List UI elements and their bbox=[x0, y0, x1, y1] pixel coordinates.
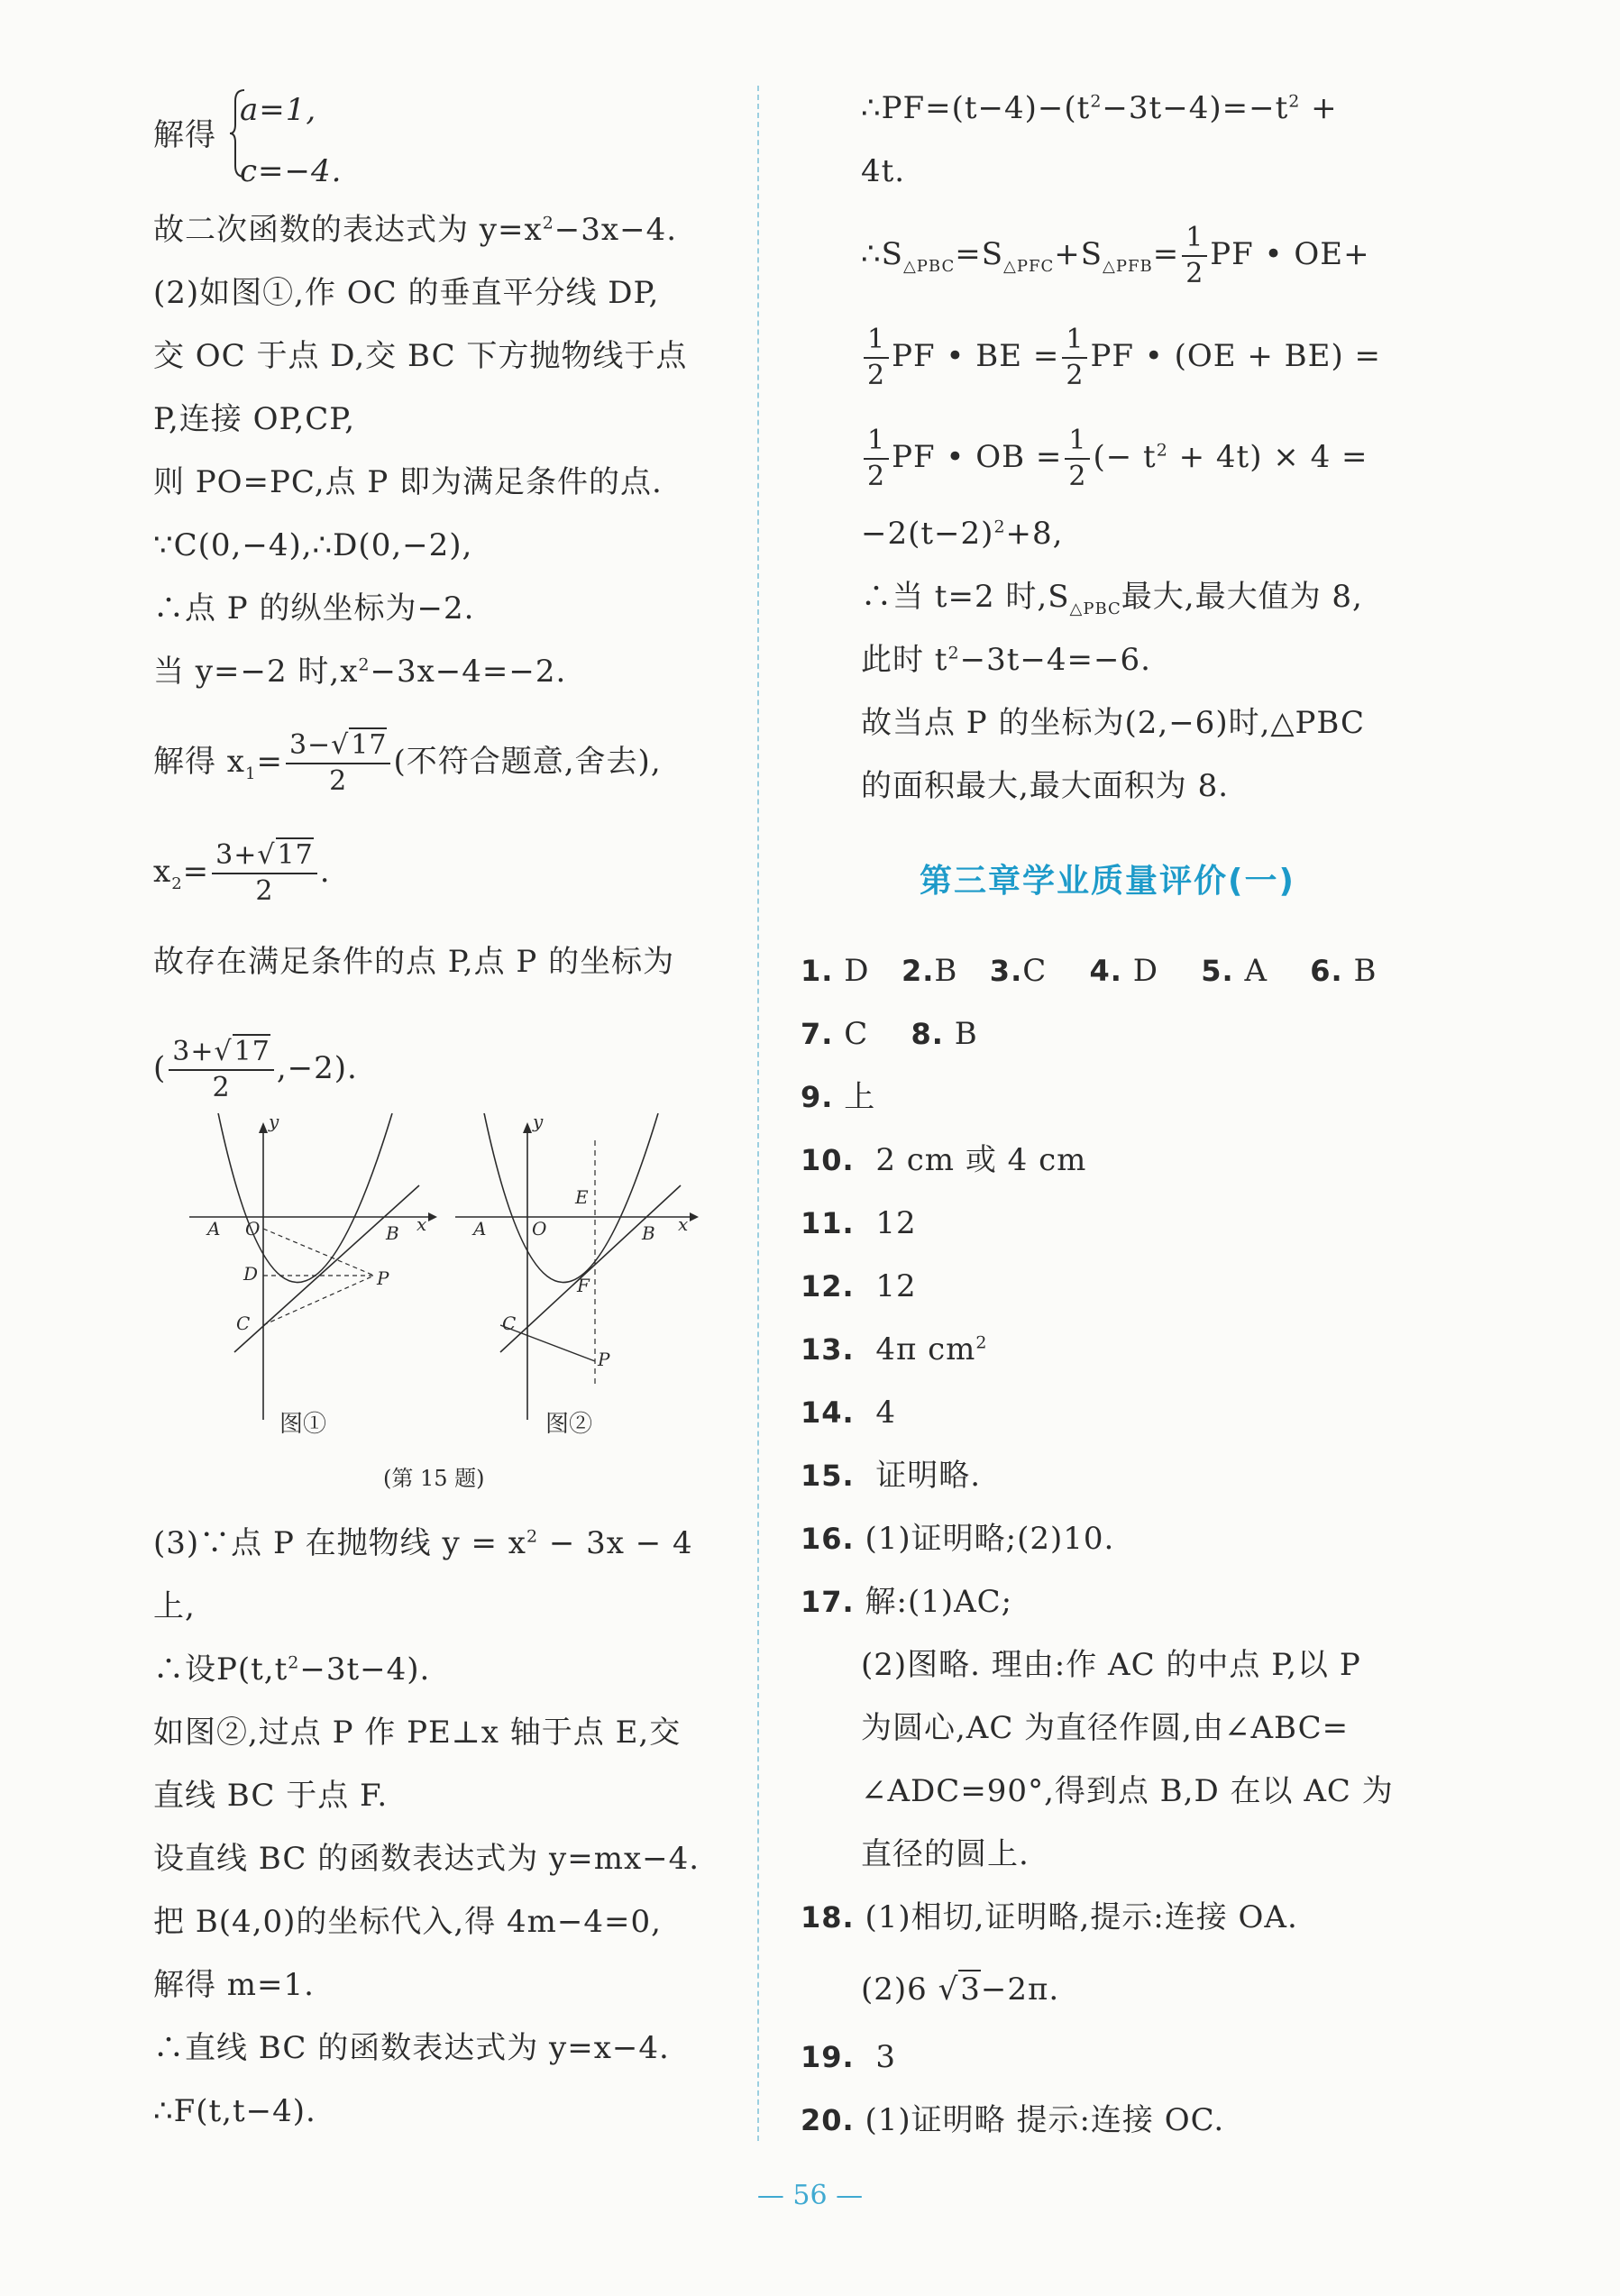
r-line-3: $\therefore S_{\triangle PBC}=S_{\triangle PFC}+S_{\triangle PFB}=$ $\frac{1}{2}$ PF • OE+ bbox=[861, 222, 1370, 289]
fig1-caption: 图① bbox=[279, 1411, 327, 1438]
fig2-P: P bbox=[598, 1349, 610, 1370]
fig2-A: A bbox=[473, 1218, 487, 1239]
line-12: ( $\frac{3+√17}{2}$ ,−2). bbox=[153, 1036, 358, 1103]
column-divider bbox=[757, 86, 759, 2141]
line-17: 直线 BC 于点 F. bbox=[153, 1778, 389, 1814]
answer-17-d: ∠ADC=90°,得到点 B,D 在以 AC 为 bbox=[861, 1773, 1394, 1809]
line-5: 则 PO=PC,点 P 即为满足条件的点. bbox=[153, 464, 663, 500]
answer-10: 10. 2 cm 或 4 cm bbox=[801, 1142, 1087, 1178]
solve-a: a=1, bbox=[240, 92, 317, 128]
fig1-x-label: x bbox=[416, 1213, 427, 1235]
answer-14: 14. 4 bbox=[801, 1395, 896, 1431]
fig2-O: O bbox=[532, 1218, 547, 1239]
line-21: ∴直线 BC 的函数表达式为 y=x−4. bbox=[153, 2030, 670, 2066]
fig1-B: B bbox=[386, 1222, 399, 1244]
fig1-P: P bbox=[377, 1267, 389, 1289]
r-line-8: 此时 $t^2-3t-4=-6$. bbox=[861, 642, 1151, 678]
r-line-2: 4t. bbox=[861, 153, 906, 189]
fig1-D: D bbox=[243, 1263, 259, 1285]
line-2: (2)如图①,作 OC 的垂直平分线 DP, bbox=[153, 275, 660, 311]
fig2-B: B bbox=[642, 1222, 655, 1244]
line-3: 交 OC 于点 D,交 BC 下方抛物线于点 bbox=[153, 338, 688, 374]
line-19: 把 B(4,0)的坐标代入,得 4m−4=0, bbox=[153, 1904, 662, 1940]
fig1-C: C bbox=[236, 1313, 251, 1334]
section-title: 第三章学业质量评价(一) bbox=[920, 863, 1295, 900]
answer-13: 13. 4π $cm^2$ bbox=[801, 1331, 988, 1368]
page-number: — 56 — bbox=[756, 2180, 864, 2211]
r-line-4: $\frac{1}{2}$ PF • BE = $\frac{1}{2}$ PF • (OE + BE) = bbox=[861, 323, 1381, 393]
answer-16: 16. (1)证明略;(2)10. bbox=[801, 1521, 1115, 1557]
line-22: ∴F(t,t−4). bbox=[153, 2093, 316, 2129]
figure-title: (第 15 题) bbox=[383, 1466, 485, 1491]
line-20: 解得 m=1. bbox=[153, 1967, 315, 2003]
line-13: (3)∵点 P 在抛物线 $y = x^2 - 3x - 4$ bbox=[153, 1525, 693, 1561]
answer-17-e: 直径的圆上. bbox=[861, 1836, 1030, 1872]
fig2-parabola bbox=[482, 1113, 658, 1283]
r-line-10: 的面积最大,最大面积为 8. bbox=[861, 768, 1230, 804]
line-4: P,连接 OP,CP, bbox=[153, 401, 356, 437]
r-line-5: $\frac{1}{2}$ PF • OB = $\frac{1}{2}$ (− $t^2 + 4t) \times 4$ = bbox=[861, 424, 1368, 494]
line-14: 上, bbox=[153, 1588, 196, 1624]
answer-19: 19. 3 bbox=[801, 2039, 896, 2075]
answer-20: 20. (1)证明略 提示:连接 OC. bbox=[801, 2102, 1225, 2138]
fig1-parabola bbox=[216, 1113, 392, 1283]
answer-15: 15. 证明略. bbox=[801, 1458, 982, 1494]
answer-17-b: (2)图略. 理由:作 AC 的中点 P,以 P bbox=[861, 1647, 1361, 1683]
fig2-x-label: x bbox=[678, 1213, 689, 1235]
line-7: ∴点 P 的纵坐标为−2. bbox=[153, 590, 475, 627]
fig2-y-label: y bbox=[533, 1113, 544, 1132]
figure-graphs bbox=[180, 1113, 739, 1474]
answers-1-6: 1. D 2.B 3.C 4. D 5. A 6. B bbox=[801, 953, 1377, 989]
line-16: 如图②,过点 P 作 PE⊥x 轴于点 E,交 bbox=[153, 1715, 682, 1751]
fig1-A: A bbox=[207, 1218, 221, 1239]
line-9: 解得 $x_1=$ $\frac{3-√17}{2}$ (不符合题意,舍去), bbox=[153, 729, 662, 797]
line-1: 故二次函数的表达式为 $y=x^2-3x-4$. bbox=[153, 212, 678, 248]
answer-17-c: 为圆心,AC 为直径作圆,由∠ABC= bbox=[861, 1710, 1350, 1746]
fig2-F: F bbox=[577, 1275, 590, 1296]
line-10: $x_2=$ $\frac{3+√17}{2}$ . bbox=[153, 839, 331, 907]
fig1-line-bc bbox=[234, 1185, 419, 1352]
fig1-O: O bbox=[245, 1218, 261, 1239]
solve-c: c=−4. bbox=[240, 153, 343, 189]
answer-12: 12. 12 bbox=[801, 1268, 917, 1304]
line-18: 设直线 BC 的函数表达式为 y=mx−4. bbox=[153, 1841, 700, 1877]
line-8: 当 y=−2 时$,x^2-3x-4=-2$. bbox=[153, 654, 567, 690]
answer-11: 11. 12 bbox=[801, 1205, 917, 1241]
line-11: 故存在满足条件的点 P,点 P 的坐标为 bbox=[153, 944, 675, 980]
answer-18: 18. (1)相切,证明略,提示:连接 OA. bbox=[801, 1899, 1298, 1935]
line-6: ∵C(0,−4),∴D(0,−2), bbox=[153, 527, 473, 563]
answer-9: 9. 上 bbox=[801, 1079, 876, 1115]
r-line-6: $-2(t-2)^2+8$, bbox=[861, 516, 1064, 552]
figures bbox=[180, 1113, 739, 1491]
answer-18-b: (2)6 √3−2π. bbox=[861, 1971, 1060, 2008]
answers-7-8: 7. C 8. B bbox=[801, 1016, 978, 1052]
fig2-C: C bbox=[502, 1313, 517, 1334]
answer-17: 17. 解:(1)AC; bbox=[801, 1584, 1013, 1620]
solve-label: 解得 bbox=[153, 117, 216, 153]
fig2-caption: 图② bbox=[545, 1411, 593, 1438]
r-line-9: 故当点 P 的坐标为(2,−6)时,△PBC bbox=[861, 705, 1366, 741]
fig1-y-label: y bbox=[269, 1113, 279, 1132]
line-15: ∴设$P(t,t^2-3t-4)$. bbox=[153, 1651, 431, 1688]
r-line-1: $\therefore PF=(t-4)-(t^2-3t-4)=-t^2$ + bbox=[861, 90, 1338, 126]
r-line-7: ∴当 t=2 时$,S_{\triangle PBC}$最大,最大值为 8, bbox=[861, 579, 1363, 618]
fig2-E: E bbox=[575, 1186, 589, 1208]
